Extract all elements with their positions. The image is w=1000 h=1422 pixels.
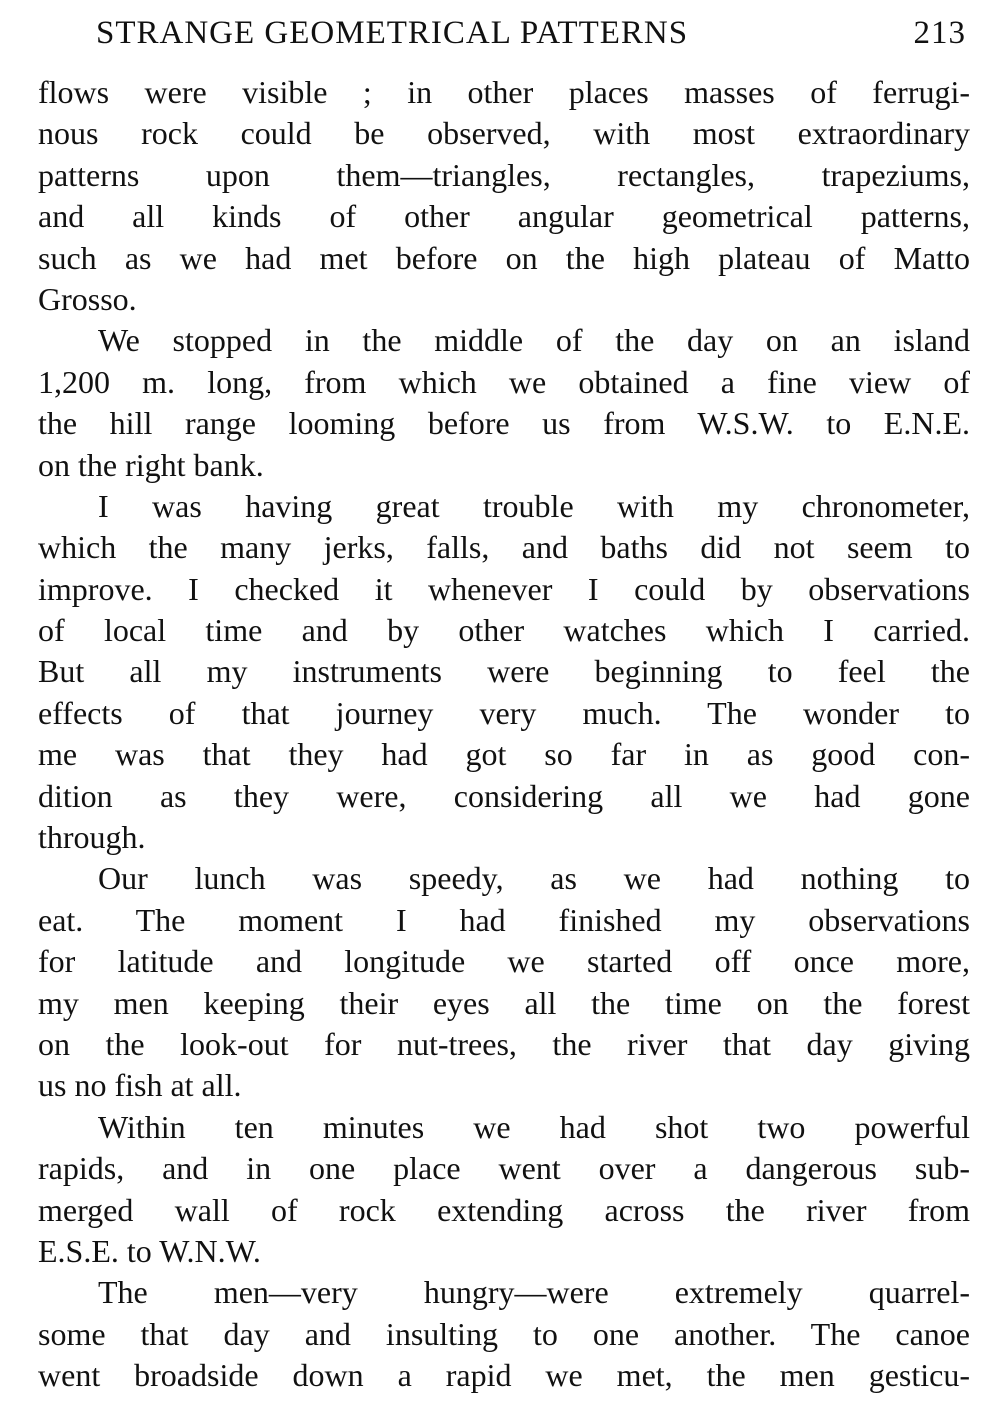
text-line: patterns upon them—triangles, rectangles, trapeziums, (38, 156, 970, 193)
text-line: rapids, and in one place went over a dangerous sub- (38, 1150, 970, 1187)
text-line: my men keeping their eyes all the time on the forest (38, 984, 970, 1021)
text-line: me was that they had got so far in as good con- (38, 736, 970, 773)
text-line: effects of that journey very much. The wonder to (38, 694, 970, 731)
running-head (96, 10, 966, 56)
paragraph-first-line: I was having great trouble with my chronometer, (98, 487, 970, 524)
text-line: of local time and by other watches which I carried. (38, 612, 970, 649)
text-line: the hill range looming before us from W.S.W. to E.N.E. (38, 405, 970, 442)
text-line: through. (38, 819, 146, 856)
text-line: such as we had met before on the high plateau of Matto (38, 239, 970, 276)
text-line: on the right bank. (38, 446, 264, 483)
text-line: us no fish at all. (38, 1067, 242, 1104)
text-line: flows were visible ; in other places masses of ferrugi- (38, 74, 970, 110)
text-line: some that day and insulting to one another. The canoe (38, 1315, 970, 1352)
paragraph-first-line: The men—very hungry—were extremely quarrel- (98, 1274, 970, 1311)
paragraph-first-line: Within ten minutes we had shot two powerful (98, 1108, 970, 1145)
running-title: STRANGE GEOMETRICAL PATTERNS (96, 15, 689, 51)
text-line: merged wall of rock extending across the river from (38, 1191, 970, 1228)
text-line: Grosso. (38, 280, 137, 317)
paragraph-first-line: We stopped in the middle of the day on an island (98, 322, 970, 359)
body-text (38, 72, 970, 1397)
page-number: 213 (913, 15, 966, 51)
text-line: 1,200 m. long, from which we obtained a fine view of (38, 363, 970, 400)
text-line: for latitude and longitude we started off once more, (38, 943, 970, 980)
text-line: and all kinds of other angular geometrical patterns, (38, 198, 970, 235)
text-line: improve. I checked it whenever I could by observations (38, 570, 970, 607)
text-line: dition as they were, considering all we had gone (38, 777, 970, 814)
text-line: E.S.E. to W.N.W. (38, 1232, 261, 1269)
text-line: eat. The moment I had finished my observations (38, 901, 970, 938)
text-line: But all my instruments were beginning to feel the (38, 653, 970, 690)
paragraph-first-line: Our lunch was speedy, as we had nothing to (98, 860, 970, 897)
text-line: went broadside down a rapid we met, the men gesticu- (38, 1357, 970, 1394)
text-line: on the look-out for nut-trees, the river that day giving (38, 1025, 970, 1062)
text-line: nous rock could be observed, with most extraordinary (38, 115, 970, 152)
text-line: which the many jerks, falls, and baths did not seem to (38, 529, 970, 566)
